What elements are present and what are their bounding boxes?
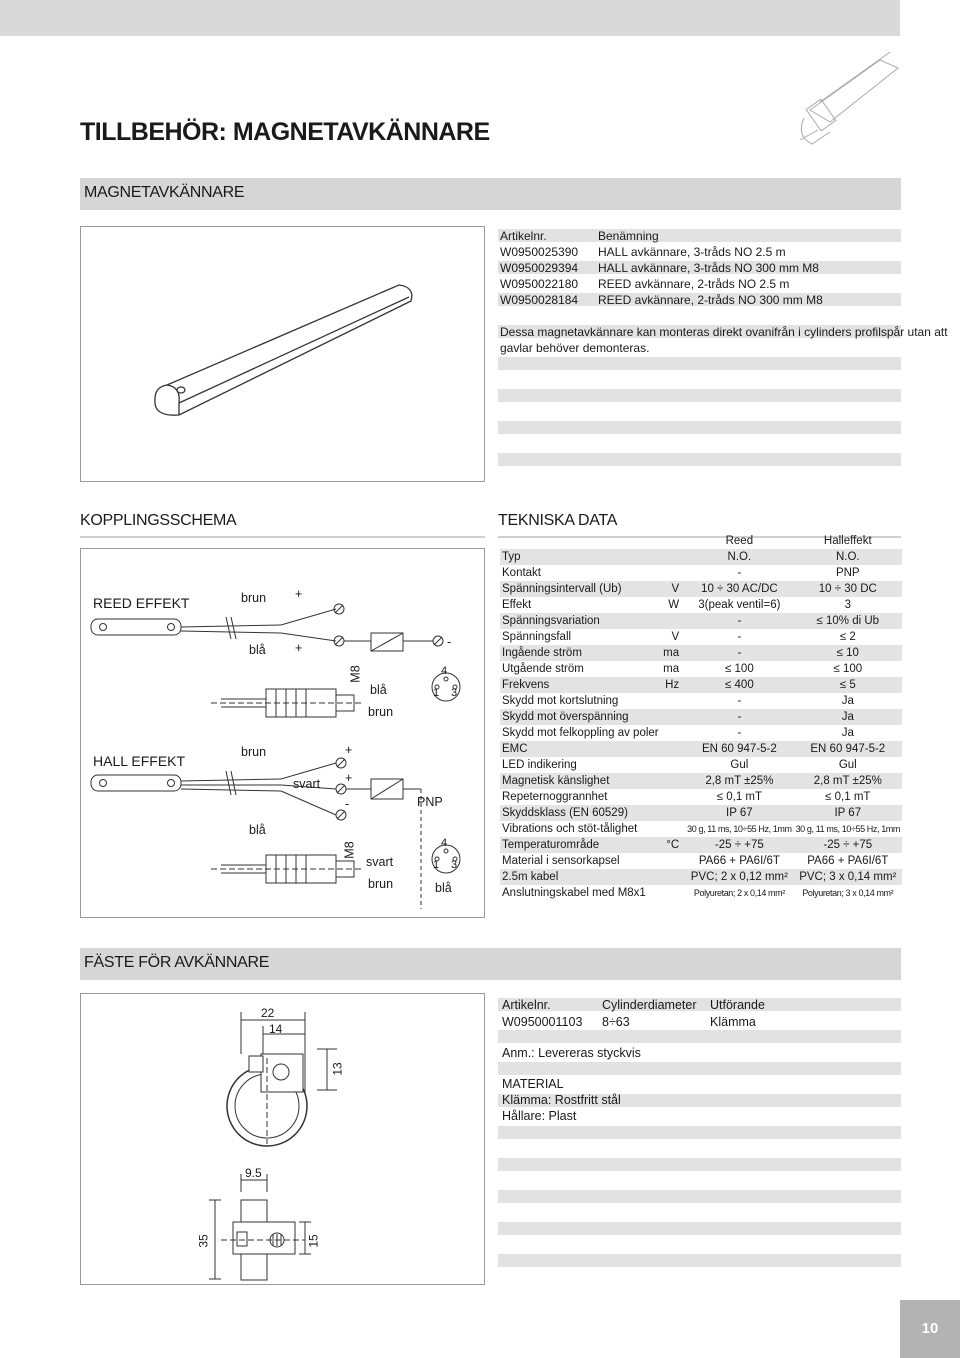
dimension-label: 9.5 bbox=[245, 1166, 262, 1180]
tech-row-label: LED indikering bbox=[502, 759, 577, 771]
tech-row-label: Temperaturområde bbox=[500, 837, 661, 853]
tech-row-reed: Polyuretan; 2 x 0,14 mm² bbox=[693, 888, 785, 898]
tech-row-hall: 30 g, 11 ms, 10÷55 Hz, 1mm bbox=[795, 824, 900, 834]
tech-row bbox=[500, 549, 902, 565]
sensor-image-box bbox=[80, 226, 485, 482]
tech-row-label: Typ bbox=[500, 549, 661, 565]
tech-row-hall: ≤ 2 bbox=[839, 631, 856, 643]
tech-row-label: Spänningsfall bbox=[502, 631, 572, 643]
product-name: REED avkännare, 2-tråds NO 2.5 m bbox=[598, 277, 790, 291]
product-code: W0950022180 bbox=[500, 277, 579, 291]
tech-row-reed: - bbox=[685, 709, 793, 725]
tech-row-reed: - bbox=[685, 645, 793, 661]
tech-row bbox=[500, 821, 902, 837]
tech-row-hall: ≤ 10 bbox=[794, 645, 902, 661]
tech-row bbox=[500, 869, 902, 885]
section-heading-tech: TEKNISKA DATA bbox=[498, 506, 901, 538]
tech-row-reed: - bbox=[737, 567, 742, 579]
tech-row-unit bbox=[661, 805, 686, 821]
tech-row-unit: ma bbox=[661, 645, 686, 661]
tech-row-label: Ingående ström bbox=[500, 645, 661, 661]
tech-header-unit bbox=[661, 533, 686, 549]
tech-row-label: Spänningsvariation bbox=[500, 613, 661, 629]
tech-row-hall: ≤ 10% di Ub bbox=[794, 613, 902, 629]
tech-row bbox=[500, 709, 902, 725]
pin-label: 3 bbox=[451, 687, 458, 699]
tech-row-unit bbox=[661, 853, 686, 869]
dimension-label: 14 bbox=[269, 1022, 283, 1036]
page-title: TILLBEHÖR: MAGNETAVKÄNNARE bbox=[80, 118, 490, 146]
pin-label: 1 bbox=[433, 687, 440, 699]
product-code: W0950028184 bbox=[500, 293, 579, 307]
tech-row bbox=[500, 629, 902, 645]
tech-row-hall: Polyuretan; 3 x 0,14 mm² bbox=[802, 888, 894, 898]
tech-row-label: Skyddsklass (EN 60529) bbox=[500, 805, 661, 821]
tech-row bbox=[500, 853, 902, 869]
product-name: REED avkännare, 2-tråds NO 300 mm M8 bbox=[598, 293, 823, 307]
tech-row bbox=[500, 661, 902, 677]
tech-row bbox=[500, 757, 902, 773]
tech-row-label: Utgående ström bbox=[502, 663, 584, 675]
tech-row-hall: PNP bbox=[835, 567, 860, 579]
tech-row-unit bbox=[661, 693, 686, 709]
material-holder bbox=[502, 1109, 576, 1123]
dimension-label: 15 bbox=[306, 1234, 321, 1248]
section-heading-sensors: MAGNETAVKÄNNARE bbox=[80, 178, 901, 210]
mount-code: W0950001103 bbox=[502, 1015, 583, 1029]
mount-type: Klämma bbox=[710, 1015, 756, 1029]
tech-row-hall: Ja bbox=[841, 727, 854, 739]
clamp-label: Klämma: bbox=[502, 1093, 552, 1107]
mount-header-type: Utförande bbox=[710, 998, 765, 1012]
tech-row-hall: PA66 + PA6I/6T bbox=[807, 855, 889, 867]
top-bar bbox=[0, 0, 900, 36]
tech-row-unit bbox=[661, 725, 686, 741]
tech-row-unit: Hz bbox=[661, 677, 686, 693]
tech-row bbox=[500, 789, 902, 805]
holder-label: Hållare: bbox=[502, 1109, 546, 1123]
tech-row-hall: EN 60 947-5-2 bbox=[794, 741, 902, 757]
section-heading-wiring: KOPPLINGSSCHEMA bbox=[80, 506, 485, 538]
wire-label: + bbox=[295, 587, 303, 601]
wire-label: + bbox=[345, 771, 353, 785]
pnp-label: PNP bbox=[417, 795, 443, 809]
product-name: HALL avkännare, 3-tråds NO 2.5 m bbox=[598, 245, 786, 259]
tech-row-label: Material i sensorkapsel bbox=[502, 855, 620, 867]
pin-label: 4 bbox=[441, 665, 448, 677]
tech-row-hall: 3 bbox=[844, 599, 851, 611]
tech-row bbox=[500, 885, 902, 901]
tech-row-unit bbox=[661, 773, 686, 789]
tech-row bbox=[500, 805, 902, 821]
tech-row-unit: ma bbox=[663, 663, 680, 675]
tech-header-reed: Reed bbox=[725, 535, 754, 547]
tech-row bbox=[500, 741, 902, 757]
dimension-label: 22 bbox=[261, 1006, 275, 1020]
tech-row-unit bbox=[661, 741, 686, 757]
dimension-label: 13 bbox=[330, 1062, 345, 1076]
wire-label: brun bbox=[241, 591, 267, 605]
mount-note: Anm.: Levereras styckvis bbox=[502, 1046, 641, 1060]
tech-row-reed: ≤ 400 bbox=[685, 677, 793, 693]
tech-row-unit: V bbox=[661, 581, 686, 597]
tech-row-reed: IP 67 bbox=[685, 805, 793, 821]
tech-row-hall: Ja bbox=[841, 695, 854, 707]
tech-row-unit bbox=[661, 789, 686, 805]
tech-row-label: Skydd mot felkoppling av poler bbox=[502, 727, 659, 739]
pin-label: 1 bbox=[433, 859, 440, 871]
mount-header-code: Artikelnr. bbox=[502, 998, 551, 1012]
tech-row-unit: °C bbox=[661, 837, 686, 853]
tech-row-reed: PVC; 2 x 0,12 mm² bbox=[685, 869, 793, 885]
tech-row-label: Skydd mot kortslutning bbox=[502, 695, 619, 707]
wire-label: - bbox=[447, 635, 452, 649]
wire-label: blå bbox=[435, 881, 452, 895]
tech-row-label: Spänningsintervall (Ub) bbox=[500, 581, 661, 597]
tech-row-hall: Gul bbox=[838, 759, 857, 771]
cylinder-sketch bbox=[790, 40, 900, 160]
tech-row-reed: Gul bbox=[730, 759, 749, 771]
tech-row bbox=[500, 693, 902, 709]
wire-label: + bbox=[295, 641, 303, 655]
tech-row-reed: ≤ 0,1 mT bbox=[716, 791, 763, 803]
tech-row-label: Repeternoggrannhet bbox=[502, 791, 608, 803]
tech-row-reed: 10 ÷ 30 AC/DC bbox=[685, 581, 793, 597]
tech-header-blank bbox=[500, 533, 661, 549]
tech-row-hall: ≤ 5 bbox=[794, 677, 902, 693]
tech-row-hall: PVC; 3 x 0,14 mm² bbox=[794, 869, 902, 885]
tech-row-reed: PA66 + PA6I/6T bbox=[698, 855, 780, 867]
tech-row-unit: W bbox=[668, 599, 680, 611]
tech-row-reed: 3(peak ventil=6) bbox=[698, 599, 781, 611]
tech-row-reed: N.O. bbox=[685, 549, 793, 565]
tech-row-unit bbox=[661, 549, 686, 565]
tech-row-label: Anslutningskabel med M8x1 bbox=[502, 887, 646, 899]
section-heading-mount: FÄSTE FÖR AVKÄNNARE bbox=[80, 948, 901, 980]
page-number: 10 bbox=[900, 1300, 960, 1358]
wire-label: blå bbox=[370, 683, 387, 697]
description-line-1: Dessa magnetavkännare kan monteras direkt ovanifrån i cylinders profilspår utan att bbox=[500, 325, 948, 339]
m8-label: M8 bbox=[342, 841, 357, 859]
tech-row-unit bbox=[661, 821, 686, 837]
product-name: HALL avkännare, 3-tråds NO 300 mm M8 bbox=[598, 261, 819, 275]
wire-label: blå bbox=[249, 823, 266, 837]
sensor-illustration bbox=[81, 227, 486, 483]
wire-label: + bbox=[345, 743, 353, 757]
tech-row bbox=[500, 677, 902, 693]
wire-label: blå bbox=[249, 643, 266, 657]
tech-row bbox=[500, 565, 902, 581]
tech-row-unit bbox=[661, 709, 686, 725]
tech-row-reed: - bbox=[737, 631, 742, 643]
m8-label: M8 bbox=[348, 665, 363, 683]
tech-row-label: Kontakt bbox=[502, 567, 541, 579]
mount-drawing-box bbox=[80, 993, 485, 1285]
tech-row-unit bbox=[661, 885, 686, 901]
tech-row bbox=[500, 725, 902, 741]
tech-row-hall: Ja bbox=[794, 709, 902, 725]
wire-label: svart bbox=[366, 855, 394, 869]
tech-row-reed: - bbox=[685, 613, 793, 629]
tech-row-label: EMC bbox=[500, 741, 661, 757]
tech-row-label: Skydd mot överspänning bbox=[500, 709, 661, 725]
tech-row-hall: ≤ 100 bbox=[833, 663, 863, 675]
tech-header-hall: Halleffekt bbox=[823, 535, 872, 547]
clamp-value: Rostfritt stål bbox=[551, 1093, 621, 1107]
tech-row-reed: -25 ÷ +75 bbox=[685, 837, 793, 853]
tech-row-unit bbox=[661, 757, 686, 773]
material-title: MATERIAL bbox=[502, 1077, 564, 1091]
wire-label: brun bbox=[368, 877, 394, 891]
pin-label: 3 bbox=[451, 859, 458, 871]
tech-row-hall: 2,8 mT ±25% bbox=[794, 773, 902, 789]
holder-value: Plast bbox=[545, 1109, 577, 1123]
tech-row-reed: 30 g, 11 ms, 10÷55 Hz, 1mm bbox=[687, 824, 792, 834]
tech-row bbox=[500, 837, 902, 853]
tech-row-label: Effekt bbox=[502, 599, 532, 611]
material-clamp bbox=[502, 1093, 621, 1107]
wire-label: brun bbox=[368, 705, 394, 719]
header-article-no: Artikelnr. bbox=[500, 229, 547, 243]
tech-row-hall: -25 ÷ +75 bbox=[794, 837, 902, 853]
dimension-label: 35 bbox=[196, 1234, 211, 1248]
mount-diameter: 8÷63 bbox=[602, 1015, 630, 1029]
tech-row-label: 2.5m kabel bbox=[500, 869, 661, 885]
tech-row-unit bbox=[661, 869, 686, 885]
tech-row-reed: - bbox=[737, 695, 742, 707]
wire-label: brun bbox=[241, 745, 267, 759]
tech-row bbox=[500, 645, 902, 661]
mount-header-diam: Cylinderdiameter bbox=[602, 998, 697, 1012]
tech-row bbox=[500, 773, 902, 789]
mount-drawing-svg bbox=[81, 994, 486, 1286]
hall-effect-label: HALL EFFEKT bbox=[93, 753, 186, 769]
tech-row bbox=[500, 597, 902, 613]
product-code: W0950029394 bbox=[500, 261, 579, 275]
tech-data-table bbox=[500, 533, 902, 901]
tech-row-hall: 10 ÷ 30 DC bbox=[794, 581, 902, 597]
description-line-2: gavlar behöver demonteras. bbox=[500, 341, 650, 355]
led-icon bbox=[177, 387, 185, 393]
pin-label: 4 bbox=[441, 837, 448, 849]
wire-label: - bbox=[345, 797, 350, 811]
tech-row-unit: V bbox=[671, 631, 680, 643]
wiring-diagram bbox=[80, 548, 485, 918]
tech-row-hall: ≤ 0,1 mT bbox=[825, 791, 871, 803]
wire-label: svart bbox=[293, 777, 321, 791]
tech-row-reed: ≤ 100 bbox=[725, 663, 754, 675]
tech-row-reed: EN 60 947-5-2 bbox=[685, 741, 793, 757]
header-name: Benämning bbox=[598, 229, 659, 243]
tech-row-label: Magnetisk känslighet bbox=[500, 773, 661, 789]
tech-row-unit bbox=[661, 565, 686, 581]
tech-row bbox=[500, 613, 902, 629]
product-code: W0950025390 bbox=[500, 245, 579, 259]
tech-row-label: Frekvens bbox=[500, 677, 661, 693]
tech-row-unit bbox=[661, 613, 686, 629]
tech-row-hall: IP 67 bbox=[794, 805, 902, 821]
tech-row bbox=[500, 581, 902, 597]
reed-effect-label: REED EFFEKT bbox=[93, 595, 190, 611]
tech-row-hall: N.O. bbox=[794, 549, 902, 565]
tech-row-reed: - bbox=[737, 727, 742, 739]
tech-row-label: Vibrations och stöt-tålighet bbox=[502, 823, 638, 835]
tech-row-reed: 2,8 mT ±25% bbox=[685, 773, 793, 789]
